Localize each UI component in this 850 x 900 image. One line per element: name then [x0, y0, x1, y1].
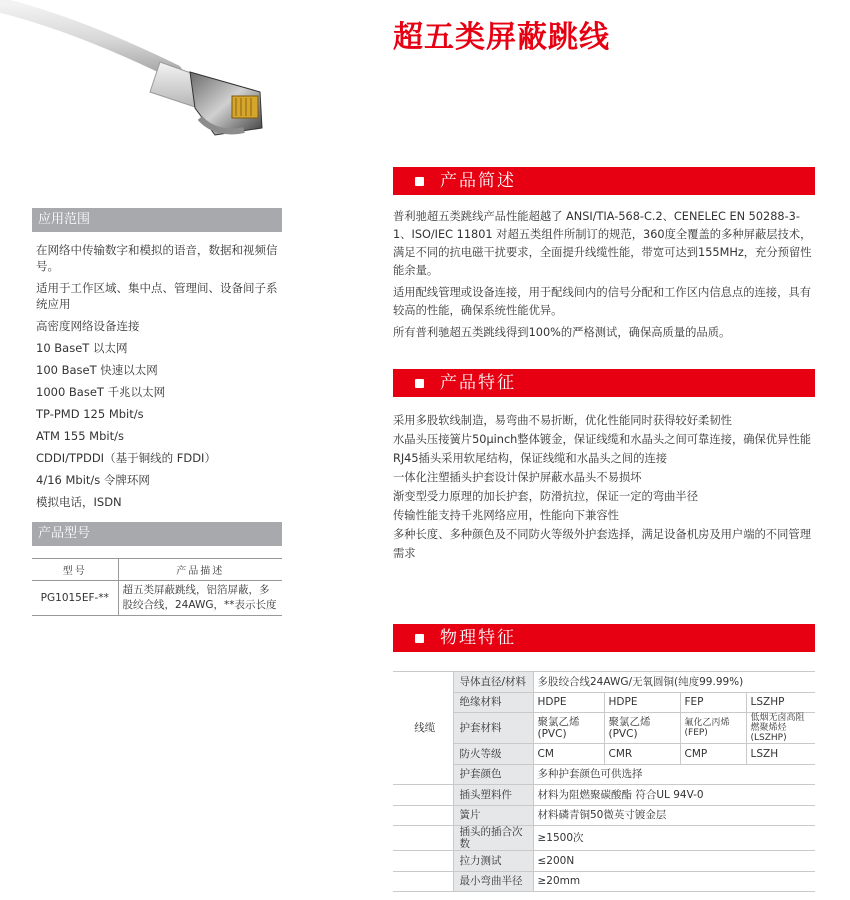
table-row — [393, 744, 815, 765]
table-row — [393, 785, 815, 806]
physical-spec-table — [393, 671, 815, 892]
spec-value: 氟化乙丙烯(FEP) — [680, 713, 746, 744]
overview-title: 产品简述 — [440, 171, 516, 191]
table-row — [393, 851, 815, 872]
feature-item: 水晶头压接簧片50μinch整体镀金，保证线缆和水晶头之间可靠连接，确保优异性能 — [393, 433, 812, 446]
spec-value: LSZH — [746, 744, 815, 765]
feature-item: RJ45插头采用软尾结构，保证线缆和水晶头之间的连接 — [393, 452, 668, 465]
table-row — [393, 871, 815, 892]
feature-item: 渐变型受力原理的加长护套，防滑抗拉，保证一定的弯曲半径 — [393, 490, 699, 503]
table-row — [393, 805, 815, 826]
spec-label: 绝缘材料 — [453, 692, 533, 713]
spec-label: 导体直径/材料 — [453, 672, 533, 693]
list-item: 1000 BaseT 千兆以太网 — [36, 385, 166, 399]
list-item: 在网络中传输数字和模拟的语音，数据和视频信号。 — [36, 243, 278, 273]
square-bullet-icon — [415, 634, 424, 643]
patch-cable-image — [0, 0, 290, 150]
table-row — [393, 826, 815, 851]
cable-group-label: 线缆 — [393, 672, 453, 785]
spec-value: 多种护套颜色可供选择 — [533, 764, 815, 785]
feature-item: 多种长度、多种颜色及不同防火等级外护套选择，满足设备机房及用户端的不同管理需求 — [393, 528, 811, 560]
overview-paragraph: 适用配线管理或设备连接，用于配线间内的信号分配和工作区内信息点的连接，具有较高的性能，确保系统性能优异。 — [393, 286, 811, 317]
column-header-model: 型号 — [32, 559, 118, 581]
features-text — [393, 411, 815, 563]
spec-value: 材料磷青铜50微英寸镀金层 — [533, 805, 815, 826]
table-row — [393, 672, 815, 693]
spec-value: ≥1500次 — [533, 826, 815, 851]
feature-item: 一体化注塑插头护套设计保护屏蔽水晶头不易损坏 — [393, 471, 642, 484]
spec-label: 簧片 — [453, 805, 533, 826]
spec-value: 聚氯乙烯(PVC) — [604, 713, 680, 744]
spec-value: FEP — [680, 692, 746, 713]
list-item: 10 BaseT 以太网 — [36, 341, 128, 355]
spec-value: 聚氯乙烯(PVC) — [533, 713, 604, 744]
list-item: TP-PMD 125 Mbit/s — [36, 407, 144, 421]
table-header-row — [32, 559, 282, 581]
table-row — [393, 764, 815, 785]
list-item: CDDI/TPDDI（基于铜线的 FDDI） — [36, 451, 216, 465]
feature-list — [393, 411, 815, 563]
list-item: ATM 155 Mbit/s — [36, 429, 124, 443]
spec-value: ≤200N — [533, 851, 815, 872]
spec-label: 护套材料 — [453, 713, 533, 744]
table-row — [393, 692, 815, 713]
spec-label: 护套颜色 — [453, 764, 533, 785]
table-row — [32, 581, 282, 616]
spec-value: HDPE — [604, 692, 680, 713]
spec-value: LSZHP — [746, 692, 815, 713]
page-title: 超五类屏蔽跳线 — [393, 20, 610, 55]
list-item: 适用于工作区域、集中点、管理间、设备间子系统应用 — [36, 281, 278, 311]
overview-text — [393, 208, 815, 346]
list-item: 4/16 Mbit/s 令牌环网 — [36, 473, 150, 487]
model-description: 超五类屏蔽跳线，铝箔屏蔽，多股绞合线，24AWG，**表示长度 — [118, 581, 282, 616]
model-header: 产品型号 — [32, 522, 282, 546]
overview-header — [393, 167, 815, 195]
overview-paragraph: 普利驰超五类跳线产品性能超越了 ANSI/TIA-568-C.2、CENELEC EN 50288-3-1、ISO/IEC 11801 对超五类组件所制订的规范，360度全覆盖的多种屏蔽层技术，满足不同的抗电磁干扰要求，全面提升线缆性能，带宽可达到155MHz，充分预留性能余量。 — [393, 210, 812, 277]
list-item: 100 BaseT 快速以太网 — [36, 363, 158, 377]
spec-label: 插头塑料件 — [453, 785, 533, 806]
spec-value: CMR — [604, 744, 680, 765]
spec-value: ≥20mm — [533, 871, 815, 892]
table-row — [393, 713, 815, 744]
square-bullet-icon — [415, 379, 424, 388]
left-column — [32, 208, 282, 616]
physical-title: 物理特征 — [440, 628, 516, 648]
square-bullet-icon — [415, 177, 424, 186]
feature-item: 采用多股软线制造，易弯曲不易折断，优化性能同时获得较好柔韧性 — [393, 414, 732, 427]
list-item: 高密度网络设备连接 — [36, 319, 140, 333]
model-code: PG1015EF-** — [32, 581, 118, 616]
column-header-description: 产品描述 — [118, 559, 282, 581]
physical-header — [393, 624, 815, 652]
spec-label: 防火等级 — [453, 744, 533, 765]
application-list — [32, 242, 282, 510]
overview-paragraph: 所有普利驰超五类跳线得到100%的严格测试，确保高质量的品质。 — [393, 326, 731, 339]
spec-value: 低烟无卤高阻燃聚烯烃(LSZHP) — [746, 713, 815, 744]
spec-value: CM — [533, 744, 604, 765]
spec-value: 材料为阻燃聚碳酸酯 符合UL 94V-0 — [533, 785, 815, 806]
list-item: 模拟电话，ISDN — [36, 495, 122, 509]
spec-value: HDPE — [533, 692, 604, 713]
spec-value: CMP — [680, 744, 746, 765]
application-header: 应用范围 — [32, 208, 282, 232]
spec-label: 插头的插合次数 — [453, 826, 533, 851]
spec-label: 拉力测试 — [453, 851, 533, 872]
features-title: 产品特征 — [440, 373, 516, 393]
feature-item: 传输性能支持千兆网络应用，性能向下兼容性 — [393, 509, 619, 522]
features-header — [393, 369, 815, 397]
spec-label: 最小弯曲半径 — [453, 871, 533, 892]
model-table — [32, 558, 282, 616]
spec-value: 多股绞合线24AWG/无氧圆铜(纯度99.99%) — [533, 672, 815, 693]
